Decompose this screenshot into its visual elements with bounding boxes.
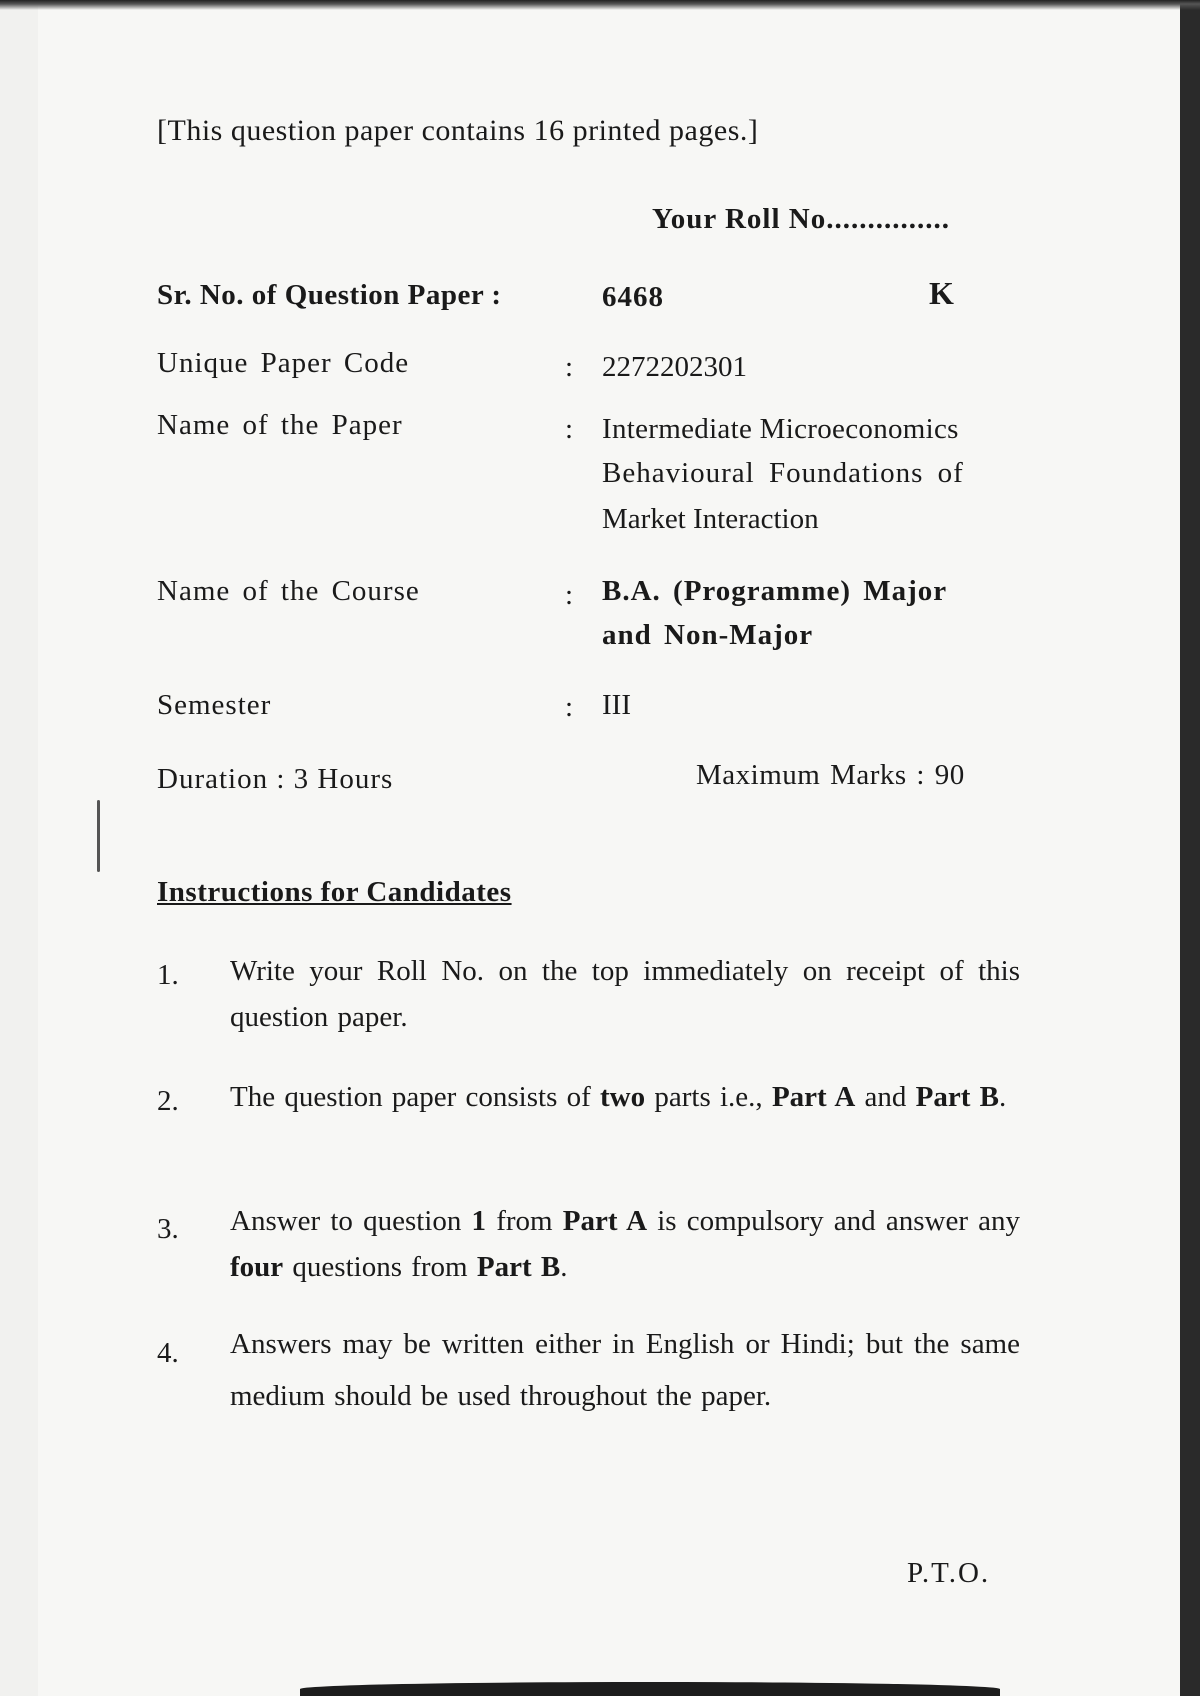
sr-no-value: 6468 [602,281,664,313]
instruction-number: 4. [157,1337,179,1369]
bottom-shadow [300,1682,1000,1696]
course-colon: : [565,579,574,611]
instruction-item: Write your Roll No. on the top immediately on receipt of this question paper. [230,955,1020,1033]
set-code: K [929,275,954,311]
instruction-number: 3. [157,1213,179,1245]
margin-mark [97,800,100,872]
paper-name-label: Name of the Paper [157,409,403,441]
instruction-item: Answer to question 1 from Part A is compulsory and answer any four questions from Part B. [230,1205,1021,1283]
course-name-label: Name of the Course [157,575,420,607]
roll-number-field: Your Roll No............... [652,203,950,235]
instructions-heading: Instructions for Candidates [157,876,512,908]
semester-label: Semester [157,689,272,721]
course-name-line2: and Non-Major [602,619,814,651]
upc-colon: : [565,351,574,383]
sr-no-label: Sr. No. of Question Paper : [157,279,502,311]
question-paper [38,0,1180,1696]
paper-name-colon: : [565,413,574,445]
instruction-item: Answers may be written either in English or Hindi; but the same medium should be used throughout the paper. [230,1328,1020,1412]
duration: Duration : 3 Hours [157,763,394,795]
paper-name-line2: Behavioural Foundations of [602,457,964,489]
pto-marker: P.T.O. [907,1557,991,1589]
unique-paper-code-label: Unique Paper Code [157,347,410,379]
instruction-number: 1. [157,959,179,991]
paper-name-line1: Intermediate Microeconomics [602,413,959,445]
instruction-item: The question paper consists of two parts i.e., Part A and Part B. [230,1081,1007,1113]
instruction-number: 2. [157,1085,179,1117]
semester-value: III [602,689,631,721]
top-shadow [0,0,1200,10]
maximum-marks: Maximum Marks : 90 [696,759,965,791]
semester-colon: : [565,691,574,723]
printed-pages-note: [This question paper contains 16 printed pages.] [157,114,759,147]
paper-name-line3: Market Interaction [602,503,819,535]
unique-paper-code-value: 2272202301 [602,351,747,383]
course-name-line1: B.A. (Programme) Major [602,575,948,607]
page-left-edge [0,0,39,1696]
